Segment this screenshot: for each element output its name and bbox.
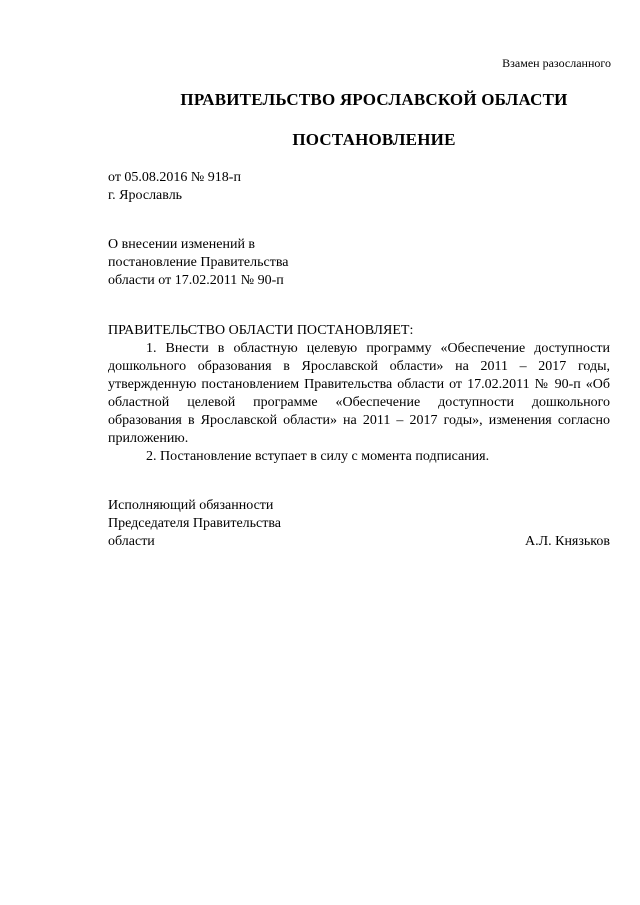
document-subject xyxy=(108,236,288,290)
subject-line: О внесении изменений в xyxy=(108,237,256,252)
signatory-position-line: Председателя Правительства xyxy=(108,516,282,531)
document-type-title: ПОСТАНОВЛЕНИЕ xyxy=(292,130,456,149)
document-meta xyxy=(108,169,241,205)
decree-heading: ПРАВИТЕЛЬСТВО ОБЛАСТИ ПОСТАНОВЛЯЕТ: xyxy=(108,323,414,338)
organization-title: ПРАВИТЕЛЬСТВО ЯРОСЛАВСКОЙ ОБЛАСТИ xyxy=(180,90,568,109)
signatory-name: А.Л. Князьков xyxy=(525,534,610,549)
date-number: от 05.08.2016 № 918-п xyxy=(108,170,241,185)
signature-block xyxy=(108,497,610,551)
city: г. Ярославль xyxy=(108,188,183,203)
decree-item-2: 2. Постановление вступает в силу с момента подписания. xyxy=(146,449,490,464)
decree-body xyxy=(108,322,610,466)
subject-line: постановление Правительства xyxy=(108,255,289,270)
replacement-note: Взамен разосланного xyxy=(502,56,611,70)
signatory-position-line: области xyxy=(108,534,155,549)
signatory-position-line: Исполняющий обязанности xyxy=(108,498,274,513)
subject-line: области от 17.02.2011 № 90-п xyxy=(108,273,284,288)
signature-row xyxy=(108,533,610,551)
decree-item-1: 1. Внести в областную целевую программу «Обеспечение доступности дошкольного образования в Ярославской области» на 2011 – 2017 годы, утвержденную постановлением Правительства области от 17.02.2011 № 90-п «Об областной целевой программе «Обеспечение доступности дошкольного образования в Ярославской области» на 2011 – 2017 годы», изменения согласно приложению. xyxy=(108,341,610,446)
